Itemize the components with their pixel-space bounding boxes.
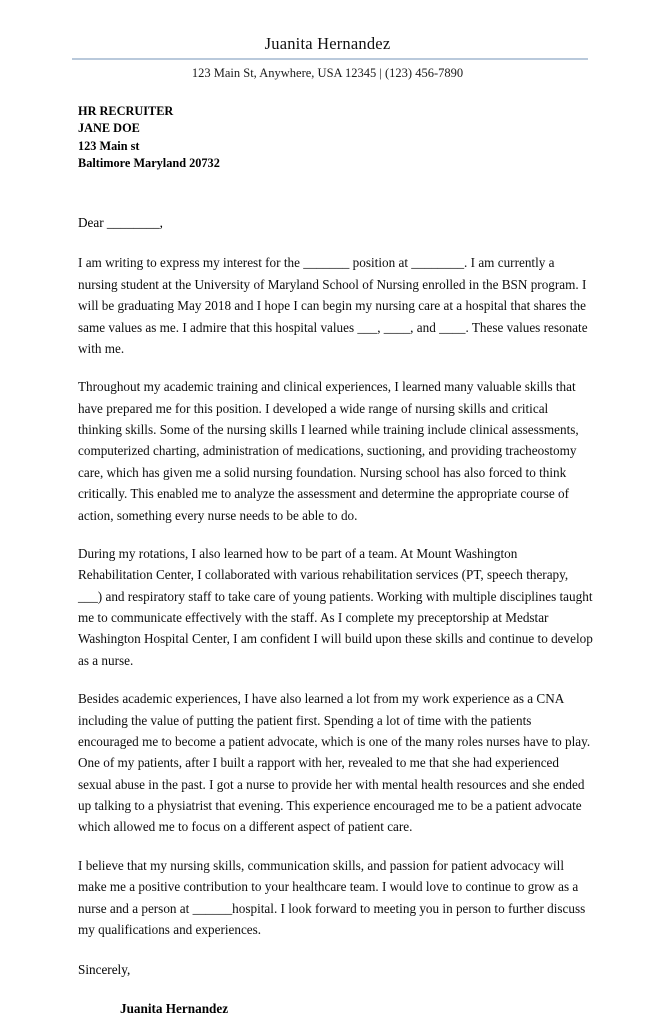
salutation: Dear ________, (78, 214, 163, 230)
closing-line: Sincerely, (78, 962, 131, 978)
letter-paragraphs (78, 252, 593, 940)
paragraph: Throughout my academic training and clinical experiences, I learned many valuable skills that have prepared me for this position. I developed a wide range of nursing skills and critical thinking skills. Some of the nursing skills I learned while training include clinical assessments, computerized charting, administration of medications, suctioning, and providing tracheostomy care, which has given me a solid nursing foundation. Nursing school has also forced to think critically. This enabled me to analyze the assessment and determine the appropriate course of action, something every nurse needs to be able to do. (78, 379, 579, 523)
recipient-street: 123 Main st (78, 138, 140, 153)
paragraph: I believe that my nursing skills, communication skills, and passion for patient advocacy will make me a positive contribution to your healthcare team. I would love to continue to grow as a nurse and a person at ______hospital. I look forward to meeting you in person to further discuss my qualifications and experiences. (78, 857, 586, 937)
recipient-title: HR RECRUITER (78, 103, 174, 118)
paragraph: I am writing to express my interest for the _______ position at ________. I am currently a nursing student at the University of Maryland School of Nursing enrolled in the BSN program. I will be graduating May 2018 and I hope I can begin my nursing care at a hospital that shares the same values as me. I admire that this hospital values ___, ____, and ____. These values resonate with me. (78, 255, 588, 356)
sender-contact-line: 123 Main St, Anywhere, USA 12345 | (123) 456-7890 (191, 65, 464, 80)
paragraph: During my rotations, I also learned how to be part of a team. At Mount Washington Rehabilitation Center, I collaborated with various rehabilitation services (PT, speech therapy, ___) and respiratory staff to take care of young patients. Working with multiple disciplines taught me to communicate effectively with the staff. As I complete my preceptorship at Medstar Washington Hospital Center, I am confident I will build upon these skills and continue to develop as a nurse. (78, 545, 593, 668)
signature-name: Juanita Hernandez (120, 1001, 229, 1017)
letter-content (0, 103, 655, 1019)
recipient-city-state-zip: Baltimore Maryland 20732 (78, 156, 220, 171)
sender-name: Juanita Hernandez (264, 34, 391, 53)
paragraph: Besides academic experiences, I have also learned a lot from my work experience as a CNA including the value of putting the patient first. Spending a lot of time with the patients encouraged me to become a patient advocate, which is one of the many roles nurses have to play. One of my patients, after I built a rapport with her, revealed to me that she had experienced sexual abuse in the past. I got a nurse to provide her with mental health resources and she ended up talking to a physiatrist that evening. This experience encouraged me to be a patient advocate which allowed me to focus on a different aspect of patient care. (78, 691, 591, 835)
letterhead-divider (72, 58, 588, 60)
recipient-address-block (78, 103, 593, 173)
letterhead (0, 0, 655, 81)
recipient-name: JANE DOE (78, 121, 140, 136)
